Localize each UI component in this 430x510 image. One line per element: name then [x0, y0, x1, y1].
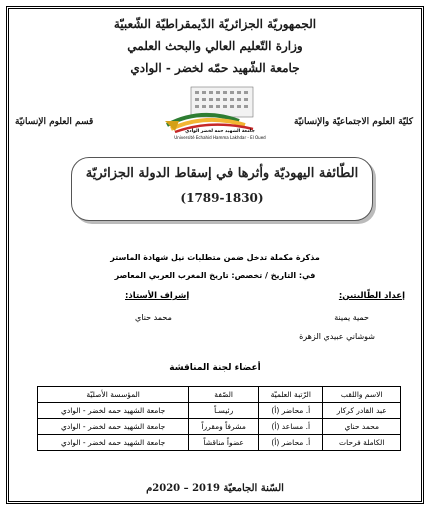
thesis-title: الطّائفة اليهوديّة وأثرها في إسقاط الدولة الجزائريّة — [85, 166, 359, 181]
col-institution: المؤسسة الأصليّة — [38, 387, 189, 403]
thesis-title-box — [71, 157, 373, 221]
republic-heading: الجمهوريّة الجزائريّة الدّيمقراطيّة الشّعبيّة — [113, 17, 317, 31]
university-logo — [161, 85, 279, 143]
col-role: الصّفة — [189, 387, 259, 403]
member-role: عضواً مناقشاً — [189, 435, 259, 451]
department-name: قسم العلوم الإنسانيّة — [15, 117, 94, 127]
academic-year: السّنة الجامعيّة 2019 – 2020م — [146, 483, 284, 494]
col-name: الاسم واللقب — [323, 387, 401, 403]
committee-title: أعضاء لجنة المناقشة — [169, 363, 261, 373]
faculty-name: كليّة العلوم الاجتماعيّة والإنسانيّة — [293, 117, 413, 127]
university-heading: جامعة الشّهيد حمّه لخضر - الوادي — [130, 61, 300, 75]
member-institution: جامعة الشهيد حمه لخضر - الوادي — [38, 435, 189, 451]
table-row — [38, 403, 401, 419]
logo-caption-ar: جامعة الشهيد حمه لخضر الوادي — [185, 129, 255, 134]
student-name-1: حمية يمينة — [334, 313, 369, 322]
students-label: إعداد الطّالبتين: — [338, 291, 405, 301]
supervisor-name: محمد حناي — [135, 313, 172, 322]
table-row — [38, 435, 401, 451]
member-rank: أ. مساعد (أ) — [259, 419, 323, 435]
member-role: رئيسـاً — [189, 403, 259, 419]
memo-specialty: في: التاريخ / تخصص: تاريخ المغرب العربي المعاصر — [114, 271, 316, 280]
member-name: عبد القادر كركار — [323, 403, 401, 419]
committee-header-row — [38, 387, 401, 403]
member-institution: جامعة الشهيد حمه لخضر - الوادي — [38, 403, 189, 419]
thesis-cover-page — [6, 6, 424, 504]
memo-description: مذكرة مكملة تدخل ضمن متطلبات نيل شهادة الماستر — [110, 253, 320, 262]
member-rank: أ. محاضر (أ) — [259, 435, 323, 451]
member-role: مشرفاً ومقرراً — [189, 419, 259, 435]
member-rank: أ. محاضر (أ) — [259, 403, 323, 419]
table-row — [38, 419, 401, 435]
member-name: الكاملة فرحات — [323, 435, 401, 451]
member-institution: جامعة الشهيد حمه لخضر - الوادي — [38, 419, 189, 435]
logo-caption-en: Université Echahid Hamma Lakhdar - El Oued — [174, 135, 266, 140]
committee-table — [37, 386, 401, 451]
ministry-heading: وزارة التّعليم العالي والبحث العلمي — [127, 39, 303, 53]
col-rank: الرّتبة العلميّة — [259, 387, 323, 403]
thesis-years: (1789-1830) — [180, 191, 264, 205]
member-name: محمد حناي — [323, 419, 401, 435]
student-name-2: شوشاني عبيدي الزهرة — [299, 332, 375, 341]
supervisor-label: إشراف الأستاذ: — [125, 291, 190, 301]
